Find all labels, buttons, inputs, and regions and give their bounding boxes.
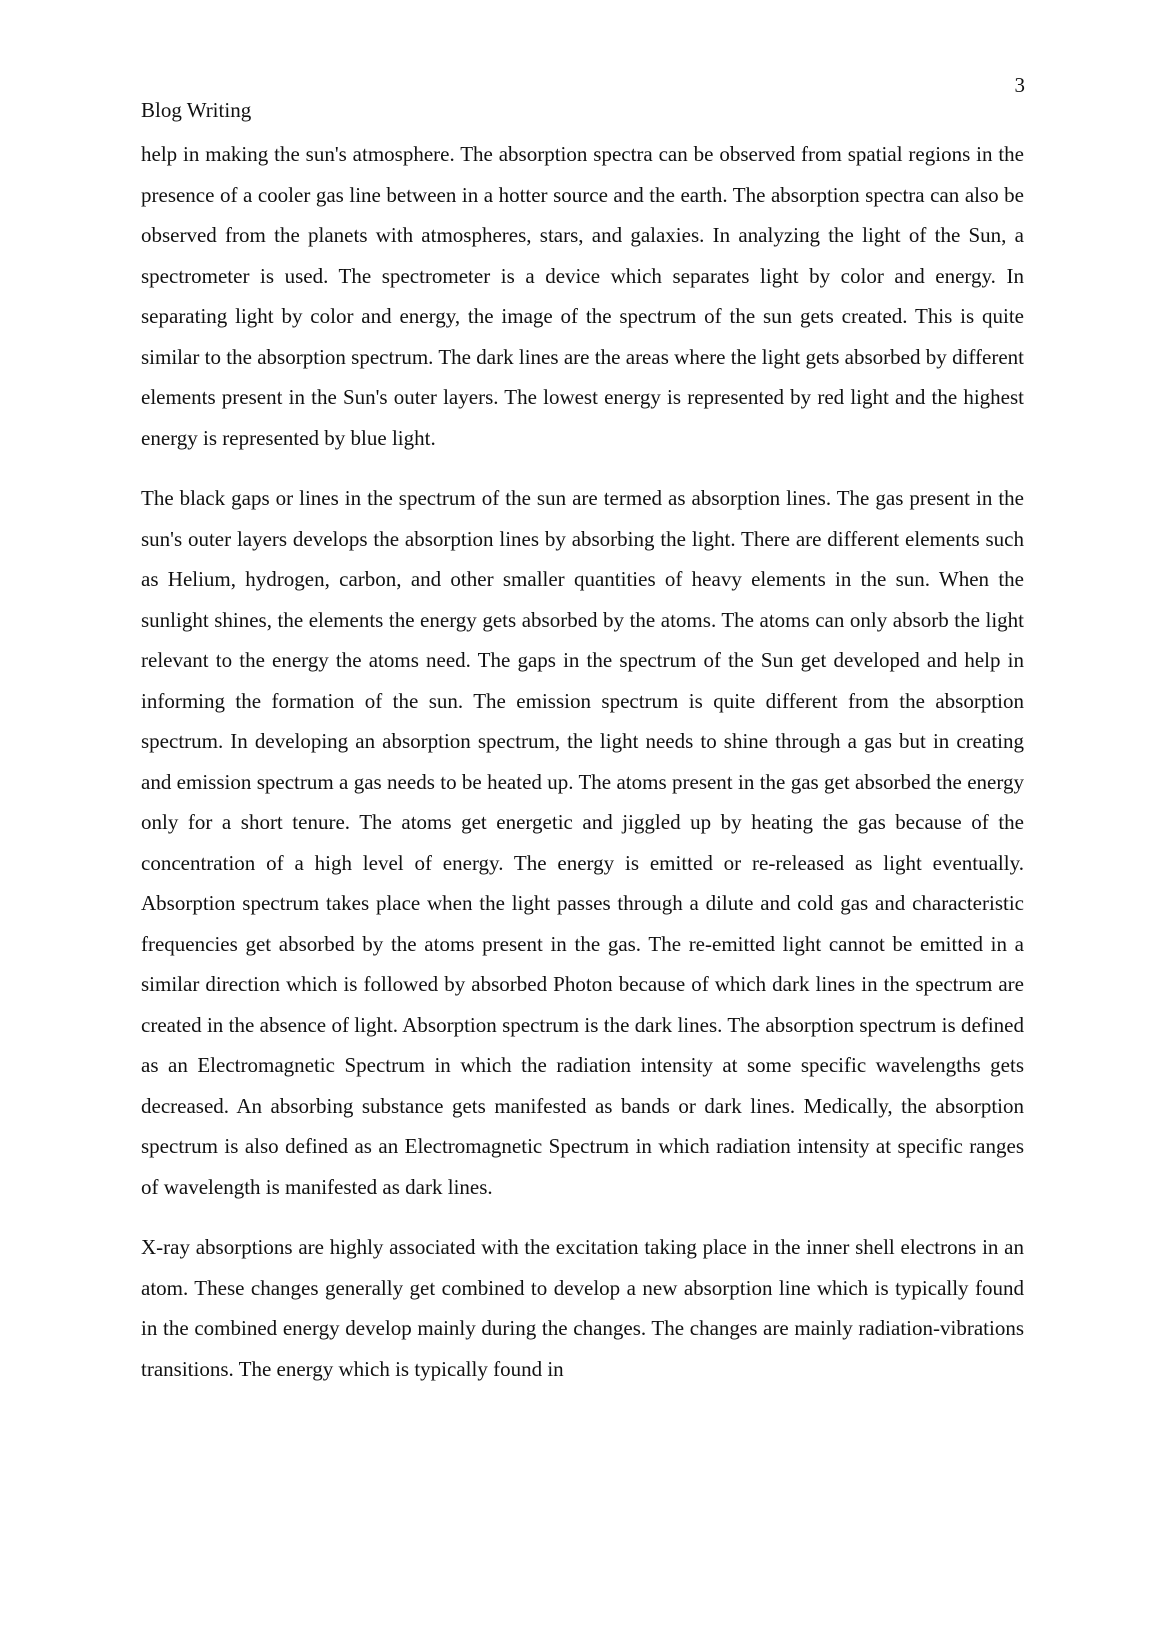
paragraph: The black gaps or lines in the spectrum of the sun are termed as absorption lines. The gas present in the sun's outer layers develops the absorption lines by absorbing the light. There are different elements such as Helium, hydrogen, carbon, and other smaller quantities of heavy elements in the sun. When the sunlight shines, the elements the energy gets absorbed by the atoms. The atoms can only absorb the light relevant to the energy the atoms need. The gaps in the spectrum of the Sun get developed and help in informing the formation of the sun. The emission spectrum is quite different from the absorption spectrum. In developing an absorption spectrum, the light needs to shine through a gas but in creating and emission spectrum a gas needs to be heated up. The atoms present in the gas get absorbed the energy only for a short tenure. The atoms get energetic and jiggled up by heating the gas because of the concentration of a high level of energy. The energy is emitted or re-released as light eventually. Absorption spectrum takes place when the light passes through a dilute and cold gas and characteristic frequencies get absorbed by the atoms present in the gas. The re-emitted light cannot be emitted in a similar direction which is followed by absorbed Photon because of which dark lines in the spectrum are created in the absence of light. Absorption spectrum is the dark lines. The absorption spectrum is defined as an Electromagnetic Spectrum in which the radiation intensity at some specific wavelengths gets decreased. An absorbing substance gets manifested as bands or dark lines. Medically, the absorption spectrum is also defined as an Electromagnetic Spectrum in which radiation intensity at specific ranges of wavelength is manifested as dark lines.	[141, 486, 1024, 1199]
body-text	[141, 134, 1024, 1409]
running-head: Blog Writing	[141, 98, 252, 122]
paragraph: help in making the sun's atmosphere. The absorption spectra can be observed from spatial regions in the presence of a cooler gas line between in a hotter source and the earth. The absorption spectra can also be observed from the planets with atmospheres, stars, and galaxies. In analyzing the light of the Sun, a spectrometer is used. The spectrometer is a device which separates light by color and energy. In separating light by color and energy, the image of the spectrum of the sun gets created. This is quite similar to the absorption spectrum. The dark lines are the areas where the light gets absorbed by different elements present in the Sun's outer layers. The lowest energy is represented by red light and the highest energy is represented by blue light.	[141, 142, 1024, 450]
paragraph: X-ray absorptions are highly associated with the excitation taking place in the inner shell electrons in an atom. These changes generally get combined to develop a new absorption line which is typically found in the combined energy develop mainly during the changes. The changes are mainly radiation-vibrations transitions. The energy which is typically found in	[141, 1235, 1024, 1381]
page-number: 3	[1014, 73, 1025, 97]
